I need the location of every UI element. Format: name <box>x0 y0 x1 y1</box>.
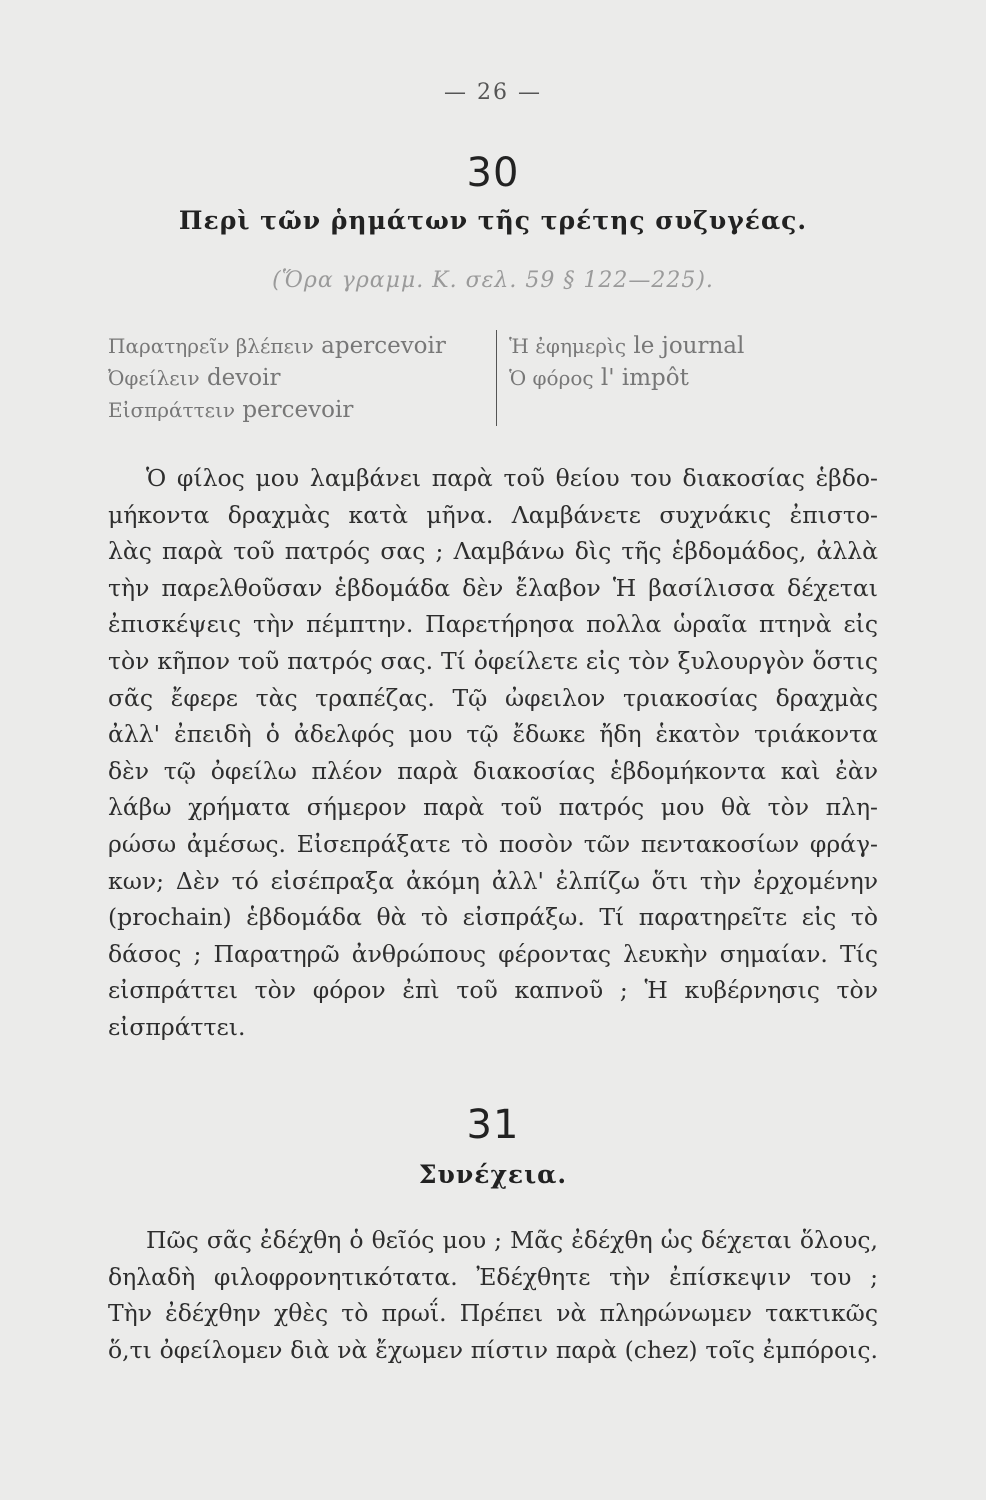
vocab-greek: Ὀφείλειν <box>108 366 200 390</box>
text-line: Τὴν ἐδέχθην χθὲς τὸ πρωΐ. Πρέπει νὰ πληρώνωμεν τακτικῶς <box>108 1299 878 1328</box>
vocab-greek: Παρατηρεῖν βλέπειν <box>108 334 314 358</box>
lesson-title-31: Συνέχεια. <box>418 1160 568 1189</box>
vocabulary-column-left <box>108 330 488 426</box>
text-line: Ὁ φίλος μου λαμβάνει παρὰ τοῦ θείου του διακοσίας ἑβδο- <box>146 464 878 492</box>
vocab-entry <box>509 362 889 394</box>
vocab-greek: Εἰσπράττειν <box>108 398 235 422</box>
text-line: λὰς παρὰ τοῦ πατρός σας ; Λαμβάνω δὶς τῆς ἑβδομάδος, ἀλλὰ <box>108 537 878 566</box>
text-line: ἀλλ' ἐπειδὴ ὁ ἀδελφός μου τῷ ἔδωκε ἤδη ἑκατὸν τριάκοντα <box>108 720 878 749</box>
text-line: (prochain) ἑβδομάδα θὰ τὸ εἰσπράξω. Τί παρατηρεῖτε εἰς τὸ <box>108 903 878 932</box>
vocab-greek: Ὁ φόρος <box>509 366 594 390</box>
vocab-french: apercevoir <box>321 333 446 359</box>
exercise-text-30 <box>108 460 878 1046</box>
text-line: εἰσπράττει. <box>108 1012 246 1041</box>
text-line: σᾶς ἔφερε τὰς τραπέζας. Τῷ ὠφειλον τριακοσίας δραχμὰς <box>108 683 878 712</box>
lesson-number-31: 31 <box>466 1102 520 1148</box>
vocab-french: l' impôt <box>600 365 689 391</box>
text-line: λάβω χρήματα σήμερον παρὰ τοῦ πατρός μου θὰ τὸν πλη- <box>108 793 878 822</box>
text-line: τὸν κῆπον τοῦ πατρός σας. Τί ὀφείλετε εἰς τὸν ξυλουργὸν ὅστις <box>108 646 878 675</box>
text-line: δηλαδὴ φιλοφρονητικότατα. Ἐδέχθητε τὴν ἐπίσκεψιν του ; <box>108 1262 878 1291</box>
exercise-text-31 <box>108 1222 878 1368</box>
lesson-title-30: Περὶ τῶν ῥημάτων τῆς τρέτης συζυγέας. <box>178 206 808 235</box>
text-line: Πῶς σᾶς ἐδέχθη ὁ θεῖός μου ; Μᾶς ἐδέχθη ὡς δέχεται ὅλους, <box>146 1226 878 1254</box>
vocab-entry <box>108 362 488 394</box>
vocab-entry <box>108 394 488 426</box>
text-line: ὅ,τι ὀφείλομεν διὰ νὰ ἔχωμεν πίστιν παρὰ (chez) τοῖς ἐμπόροις. <box>108 1335 878 1364</box>
text-line: δὲν τῷ ὀφείλω πλέον παρὰ διακοσίας ἑβδομήκοντα καὶ ἐὰν <box>108 756 878 785</box>
lesson-number-30: 30 <box>466 150 520 196</box>
vocab-entry <box>509 330 889 362</box>
vocab-french: devoir <box>206 365 281 391</box>
vocabulary-column-right <box>496 330 889 426</box>
text-line: ρώσω ἀμέσως. Εἰσεπράξατε τὸ ποσὸν τῶν πεντακοσίων φράγ- <box>108 829 878 858</box>
vocab-entry <box>108 330 488 362</box>
text-line: δάσος ; Παρατηρῶ ἀνθρώπους φέροντας λευκὴν σημαίαν. Τίς <box>108 939 878 968</box>
grammar-reference: (Ὅρα γραμμ. Κ. σελ. 59 § 122—225). <box>272 268 714 293</box>
vocab-french: percevoir <box>242 397 354 423</box>
vocab-french: le journal <box>633 333 745 359</box>
page-number: — 26 — <box>444 80 542 105</box>
text-line: κων; Δὲν τό εἰσέπραξα ἀκόμη ἀλλ' ἐλπίζω ὅτι τὴν ἐρχομένην <box>108 866 878 895</box>
text-line: τὴν παρελθοῦσαν ἑβδομάδα δὲν ἔλαβον Ἡ βασίλισσα δέχεται <box>108 573 878 602</box>
text-line: μήκοντα δραχμὰς κατὰ μῆνα. Λαμβάνετε συχνάκις ἐπιστο- <box>108 500 878 529</box>
vocab-greek: Ἡ ἐφημερὶς <box>509 334 627 358</box>
vocabulary-table <box>108 330 888 430</box>
text-line: εἰσπράττει τὸν φόρον ἐπὶ τοῦ καπνοῦ ; Ἡ κυβέρνησις τὸν <box>108 976 878 1005</box>
text-line: ἐπισκέψεις τὴν πέμπτην. Παρετήρησα πολλα ὡραῖα πτηνὰ εἰς <box>108 610 878 639</box>
